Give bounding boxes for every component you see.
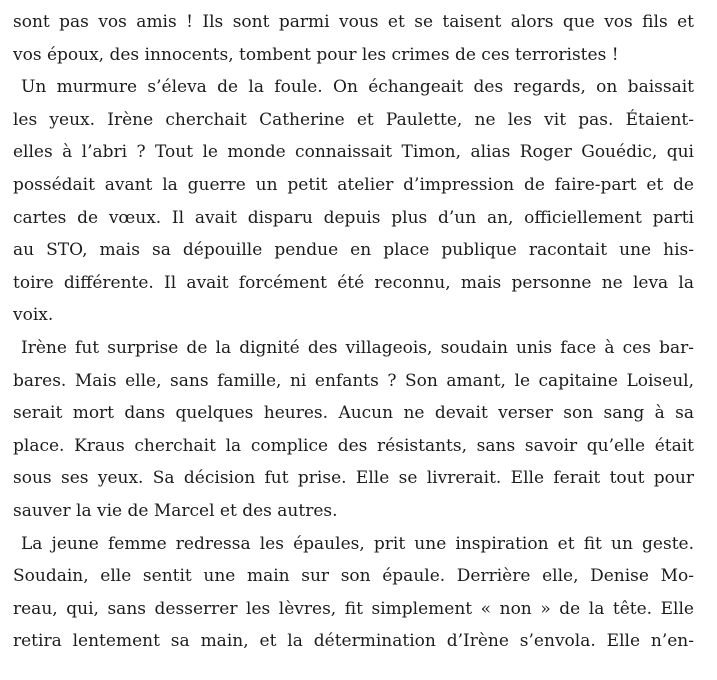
paragraph <box>13 528 694 658</box>
text-line: elles à l’abri ? Tout le monde connaissait Timon, alias Roger Gouédic, qui <box>13 142 694 163</box>
text-line: vos époux, des innocents, tombent pour les crimes de ces terroristes ! <box>13 44 619 65</box>
text-line: au STO, mais sa dépouille pendue en place publique racontait une his- <box>13 240 694 261</box>
text-line: toire différente. Il avait forcément été reconnu, mais personne ne leva la <box>13 272 694 293</box>
book-page-text <box>13 6 694 658</box>
paragraph <box>13 6 694 71</box>
text-line: La jeune femme redressa les épaules, prit une inspiration et fit un geste. <box>21 533 694 554</box>
text-line: bares. Mais elle, sans famille, ni enfants ? Son amant, le capitaine Loiseul, <box>13 370 694 391</box>
text-line: serait mort dans quelques heures. Aucun ne devait verser son sang à sa <box>13 403 694 424</box>
text-line: cartes de vœux. Il avait disparu depuis plus d’un an, officiellement parti <box>13 207 694 228</box>
text-line: Un murmure s’éleva de la foule. On échangeait des regards, on baissait <box>21 77 694 98</box>
text-line: les yeux. Irène cherchait Catherine et Paulette, ne les vit pas. Étaient- <box>13 109 694 130</box>
text-line: sont pas vos amis ! Ils sont parmi vous et se taisent alors que vos fils et <box>13 12 694 32</box>
paragraph <box>13 332 694 528</box>
text-line: retira lentement sa main, et la détermination d’Irène s’envola. Elle n’en- <box>13 631 694 652</box>
text-line: place. Kraus cherchait la complice des résistants, sans savoir qu’elle était <box>13 435 694 456</box>
text-line: voix. <box>13 305 54 326</box>
text-line: possédait avant la guerre un petit atelier d’impression de faire-part et de <box>13 174 694 195</box>
text-line: Irène fut surprise de la dignité des villageois, soudain unis face à ces bar- <box>21 337 694 358</box>
text-line: sauver la vie de Marcel et des autres. <box>13 500 338 521</box>
text-line: reau, qui, sans desserrer les lèvres, fit simplement « non » de la tête. Elle <box>13 598 694 619</box>
paragraph <box>13 71 694 332</box>
text-line: sous ses yeux. Sa décision fut prise. Elle se livrerait. Elle ferait tout pour <box>13 468 694 489</box>
text-line: Soudain, elle sentit une main sur son épaule. Derrière elle, Denise Mo- <box>13 566 694 587</box>
